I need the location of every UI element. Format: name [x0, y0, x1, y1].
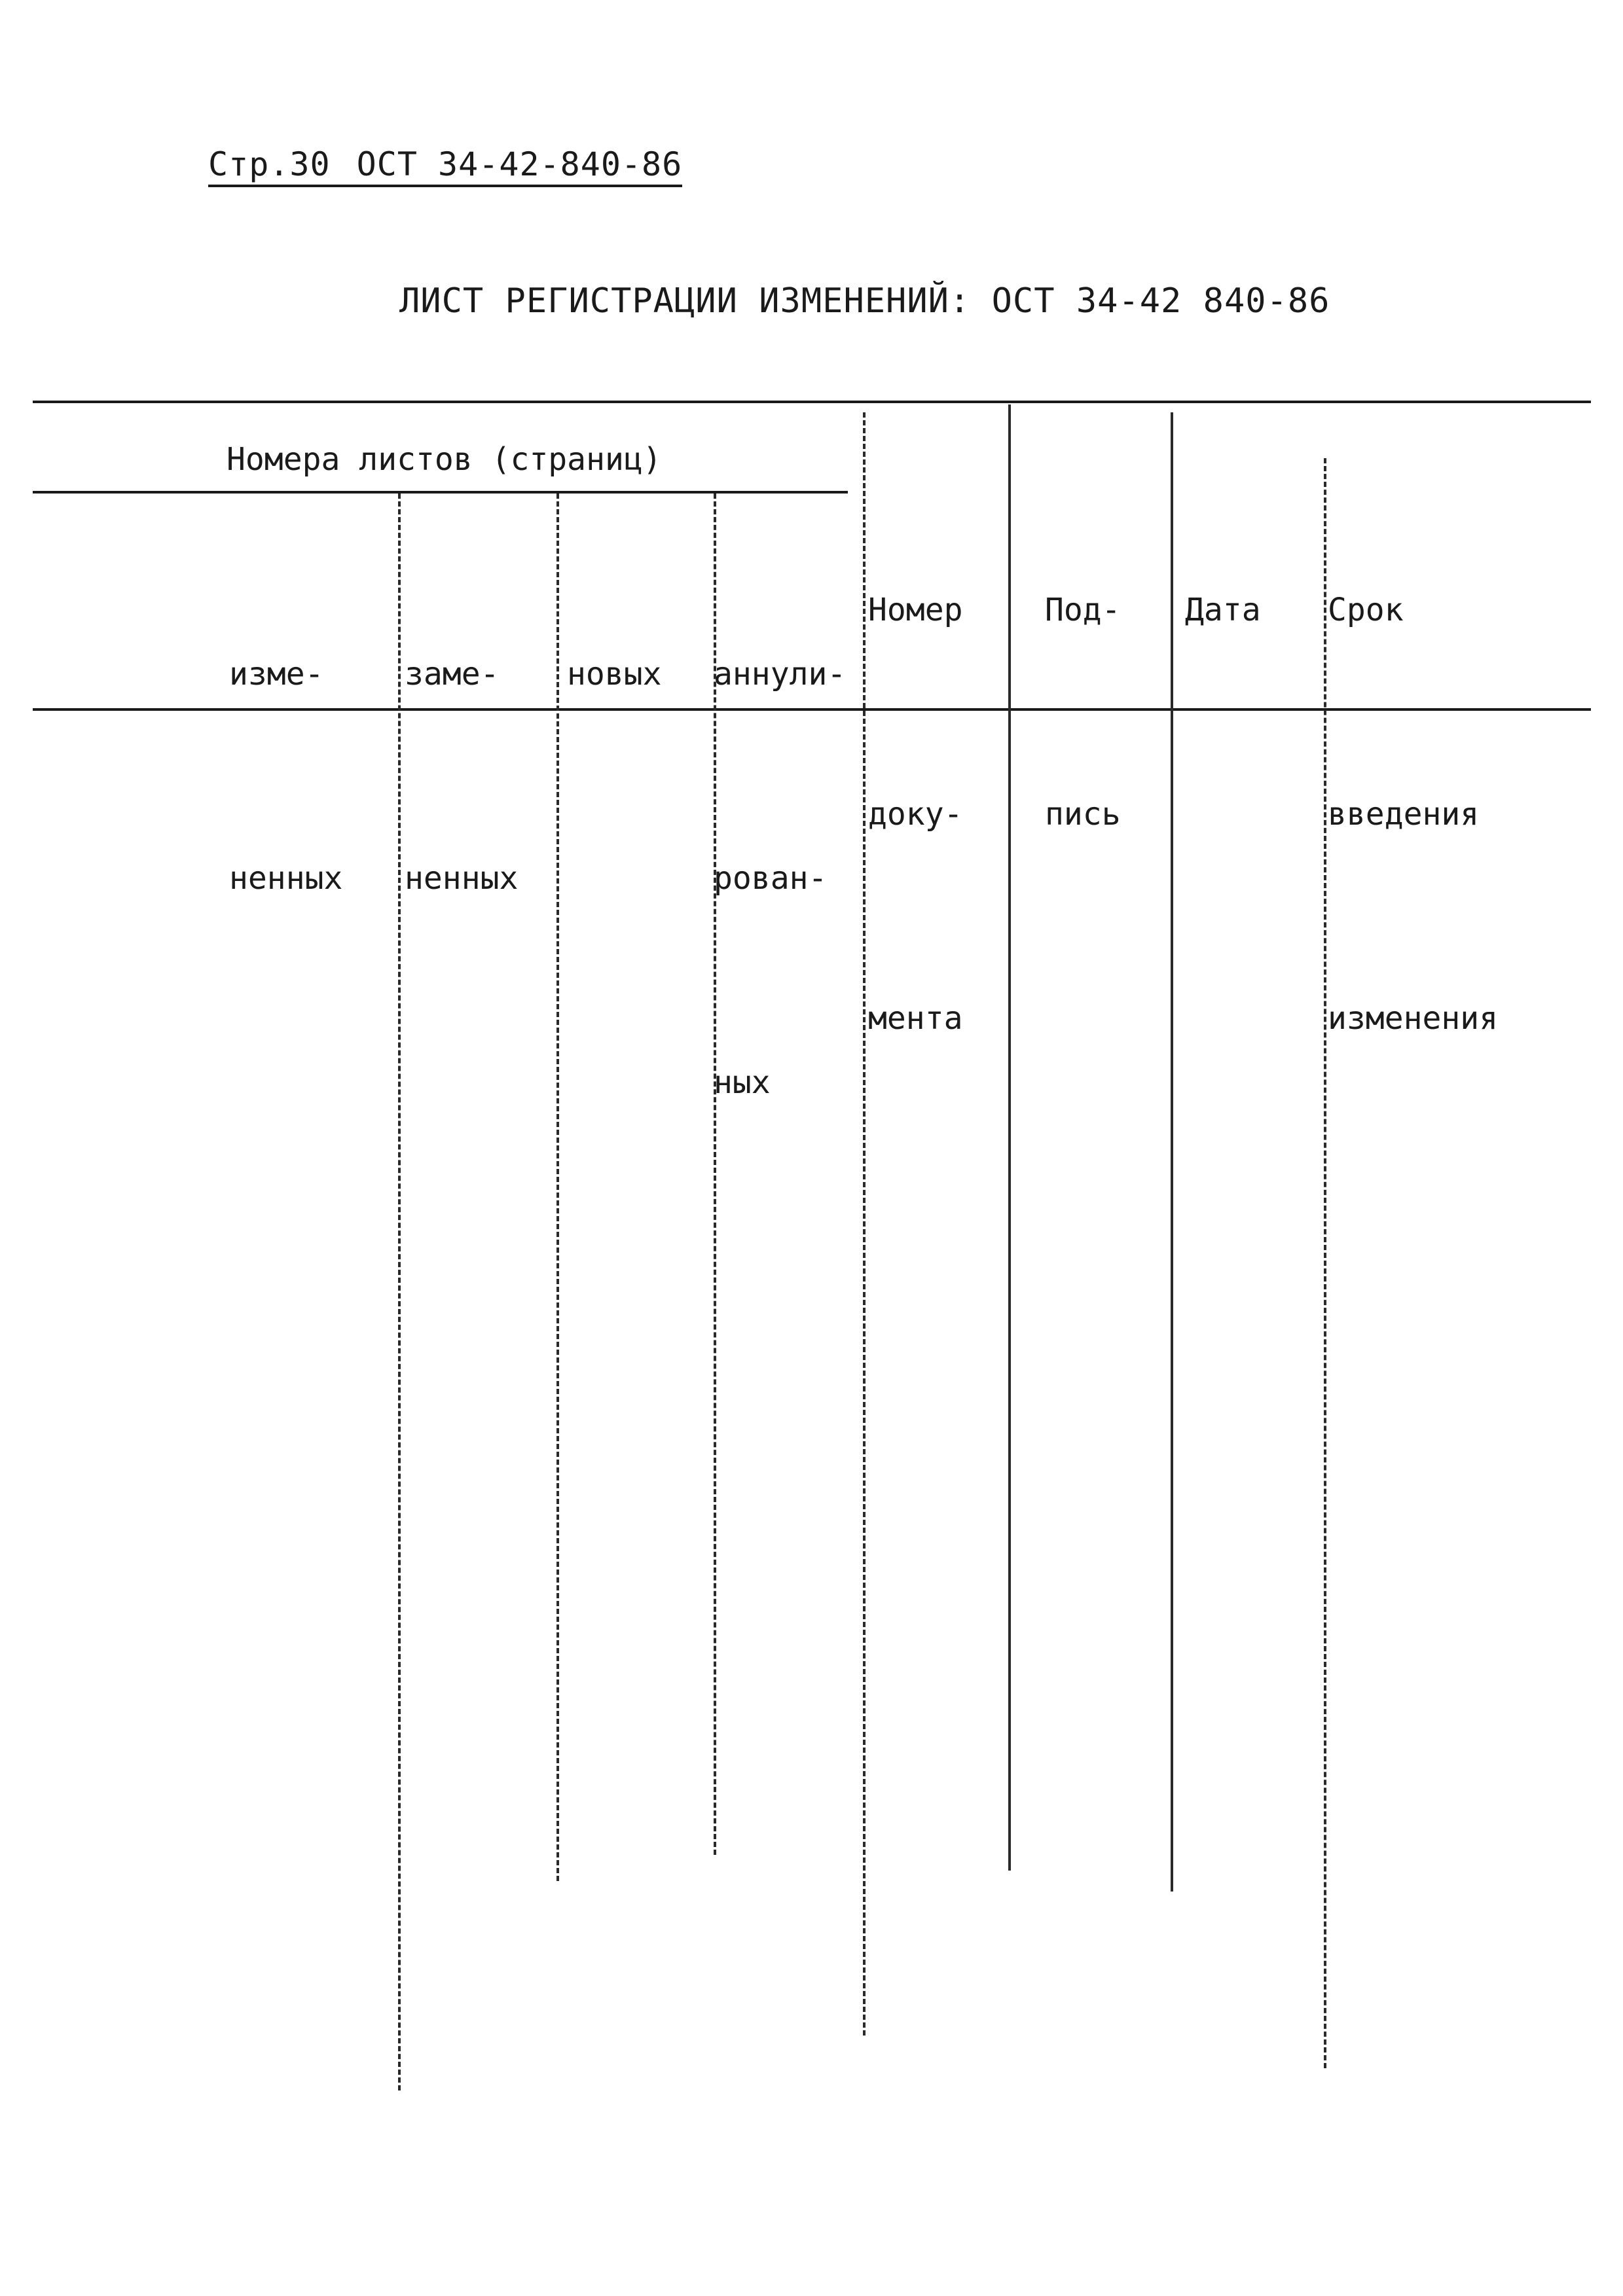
column-divider	[1008, 404, 1011, 1871]
column-header-effective-date: Срок введения изменения	[1328, 592, 1499, 1037]
column-header-signature: Под- пись	[1045, 592, 1121, 833]
group-header-rule	[33, 491, 848, 493]
page-header	[208, 145, 682, 187]
standard-code: ОСТ 34-42-840-86	[356, 145, 683, 183]
column-header-cancelled: аннули- рован- ных	[714, 656, 847, 1101]
column-header-document-number: Номер доку- мента	[868, 592, 963, 1037]
document-title: ЛИСТ РЕГИСТРАЦИИ ИЗМЕНЕНИЙ: ОСТ 34-42 840-86	[399, 281, 1330, 321]
column-divider	[398, 493, 401, 2090]
page-number: Стр.30	[208, 145, 331, 183]
table-top-rule	[33, 401, 1591, 403]
column-divider	[1171, 412, 1173, 1892]
group-header-sheet-numbers: Номера листов (страниц)	[227, 441, 662, 478]
column-divider	[863, 412, 866, 2036]
column-header-changed: изме- ненных	[229, 656, 343, 897]
column-divider	[1324, 458, 1326, 2068]
column-header-new: новых	[567, 656, 662, 692]
column-divider	[556, 493, 559, 1881]
column-header-date: Дата	[1185, 592, 1261, 628]
column-header-replaced: заме- ненных	[405, 656, 519, 897]
